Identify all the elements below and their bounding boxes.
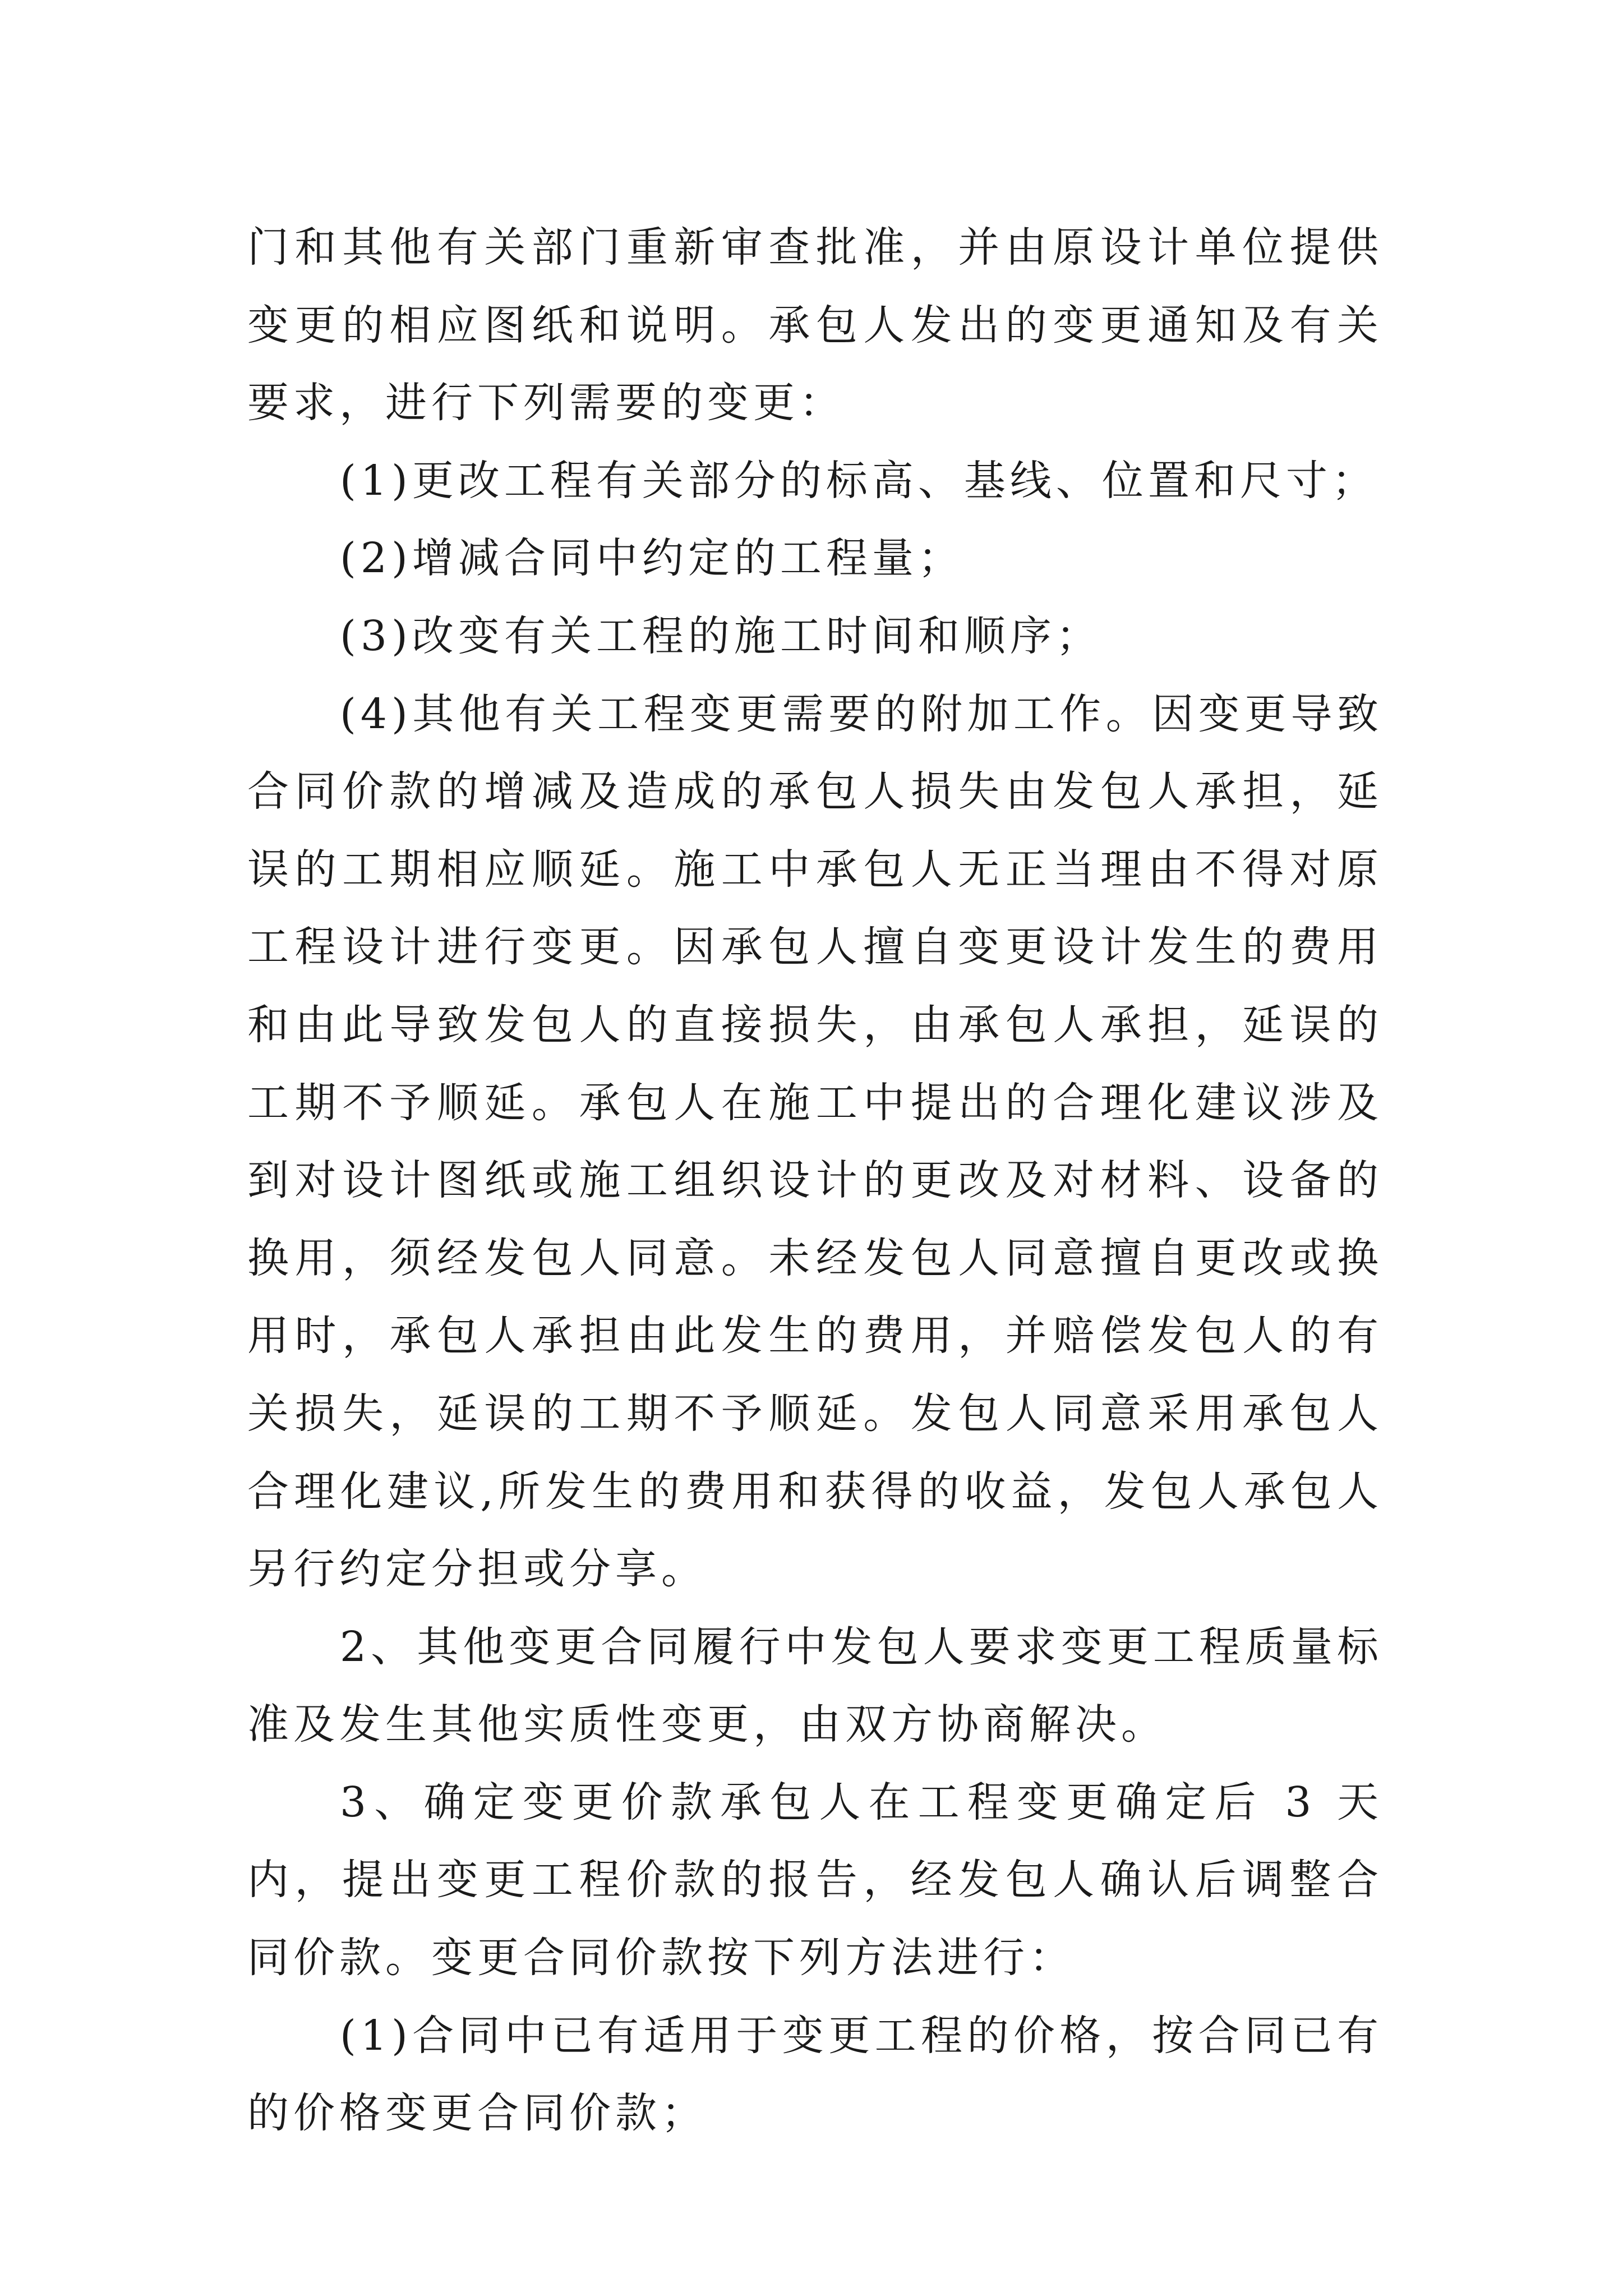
paragraph-section-3: 3、确定变更价款承包人在工程变更确定后 3 天内，提出变更工程价款的报告，经发包人确认后调整合同价款。变更合同价款按下列方法进行： — [247, 1778, 1383, 1982]
paragraph-item-1: (1)更改工程有关部分的标高、基线、位置和尺寸； — [340, 456, 1378, 505]
paragraph-item-3: (3)改变有关工程的施工时间和顺序； — [340, 611, 1102, 660]
paragraph-item-2: (2)增减合同中约定的工程量； — [340, 534, 964, 583]
paragraph-item-4: (4)其他有关工程变更需要的附加工作。因变更导致合同价款的增减及造成的承包人损失由发包人承担，延误的工期相应顺延。施工中承包人无正当理由不得对原工程设计进行变更。因承包人擅自变更设计发生的费用和由此导致发包人的直接损失，由承包人承担，延误的工期不予顺延。承包人在施工中提出的合理化建议涉及到对设计图纸或施工组织设计的更改及对材料、设备的换用，须经发包人同意。未经发包人同意擅自更改或换用时，承包人承担由此发生的费用，并赔偿发包人的有关损失，延误的工期不予顺延。发包人同意采用承包人合理化建议,所发生的费用和获得的收益，发包人承包人另行约定分担或分享。 — [247, 689, 1383, 1594]
document-body — [247, 209, 1383, 2152]
paragraph-section-3-item-1: (1)合同中已有适用于变更工程的价格，按合同已有的价格变更合同价款； — [247, 2011, 1383, 2138]
paragraph-continuation: 门和其他有关部门重新审查批准，并由原设计单位提供变更的相应图纸和说明。承包人发出的变更通知及有关要求，进行下列需要的变更： — [247, 223, 1383, 427]
paragraph-section-2: 2、其他变更合同履行中发包人要求变更工程质量标准及发生其他实质性变更，由双方协商解决。 — [247, 1622, 1383, 1749]
